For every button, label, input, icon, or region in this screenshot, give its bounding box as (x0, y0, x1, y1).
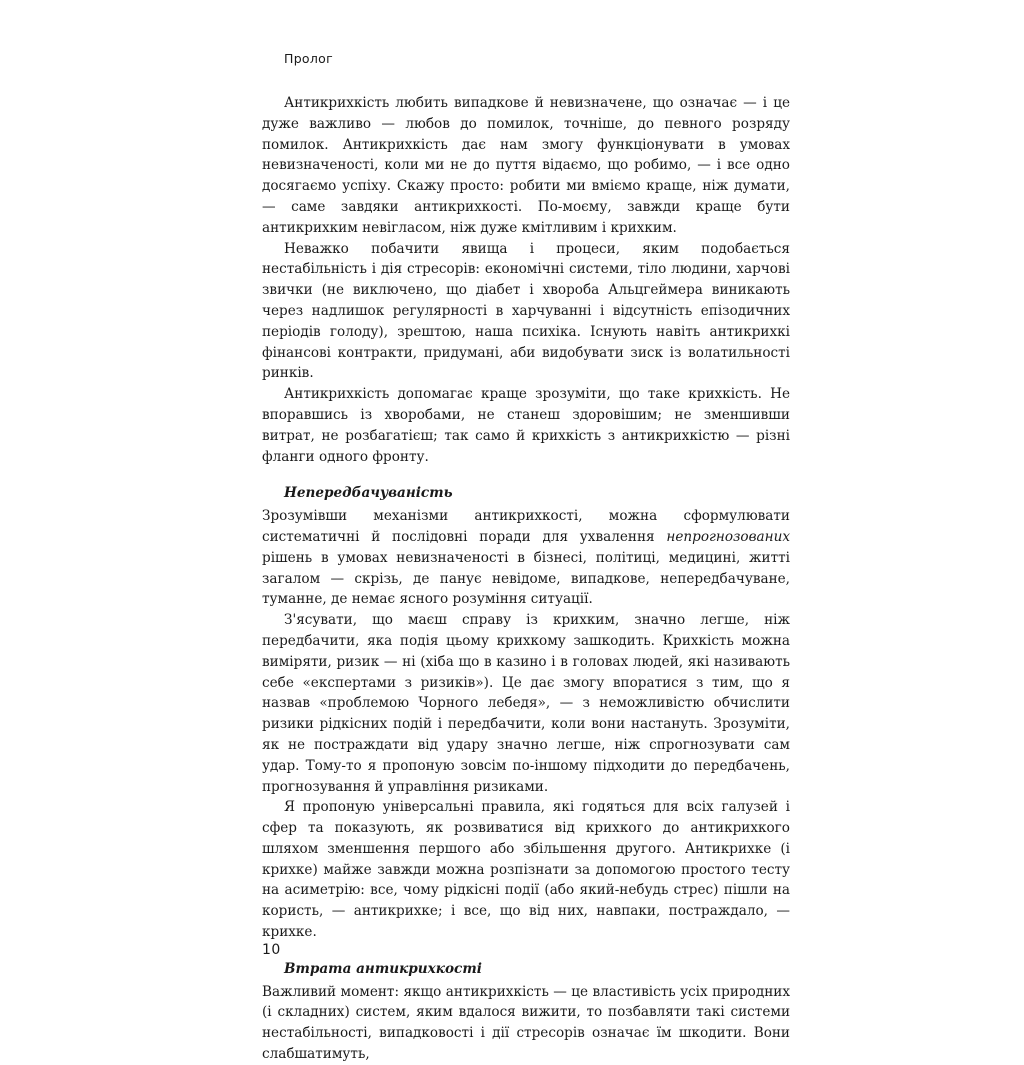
page-number: 10 (262, 942, 281, 958)
emphasis: непрогнозованих (666, 528, 790, 545)
body-text (262, 93, 790, 1065)
paragraph: Неважко побачити явища і процеси, яким подобається нестабільність і дія стресорів: економічні системи, тіло людини, харчові звички (не виключено, що діабет і хвороба Альцгеймера виникають через надлишок регулярності в харчуванні і відсутність епізодичних періодів голоду), зрештою, наша психіка. Існують навіть антикрихкі фінансові контракти, придумані, аби видобувати зиск із волатильності ринків. (262, 240, 790, 382)
paragraph: Важливий момент: якщо антикрихкість — це властивість усіх природних (і складних) систем, яким вдалося вижити, то позбавляти такі системи нестабільності, випадковості і дії стресорів означає їм шкодити. Вони слабшатимуть, (262, 983, 790, 1063)
paragraph: З'ясувати, що маєш справу із крихким, значно легше, ніж передбачити, яка подія цьому крихкому зашкодить. Крихкість можна виміряти, ризик — ні (хіба що в казино і в головах людей, які називають себе «експертами з ризиків»). Це дає змогу впоратися з тим, що я назвав «проблемою Чорного лебедя», — з неможливістю обчислити ризики рідкісних подій і передбачити, коли вони настануть. Зрозуміти, як не постраждати від удару значно легше, ніж спрогнозувати сам удар. Тому-то я пропоную зовсім по-іншому підходити до передбачень, прогнозування й управління ризиками. (262, 612, 790, 795)
paragraph-text: рішень в умовах невизначеності в бізнесі, політиці, медицині, житті загалом — скрізь, де панує невідоме, випадкове, непередбачуване, туманне, де немає ясного розуміння ситуації. (262, 549, 790, 608)
paragraph: Я пропоную універсальні правила, які годяться для всіх галузей і сфер та показують, як розвиватися від крихкого до антикрихкого шляхом зменшення першого або збільшення другого. Антикрихке (і крихке) майже завжди можна розпізнати за допомогою простого тесту на асиметрію: все, чому рідкісні події (або який-небудь стрес) пішли на користь, — антикрихке; і все, що від них, навпаки, постраждало, — крихке. (262, 799, 790, 941)
paragraph-text: Зрозумівши механізми антикрихкості, можна сформулювати систематичні й послідовні поради для ухвалення (262, 508, 790, 545)
running-head: Пролог (284, 51, 333, 66)
paragraph: Антикрихкість любить випадкове й невизначене, що означає — і це дуже важливо — любов до помилок, точніше, до певного розряду помилок. Антикрихкість дає нам змогу функціонувати в умовах невизначеності, коли ми не до пуття відаємо, що робимо, — і все одно досягаємо успіху. Скажу просто: робити ми вміємо краще, ніж думати, — саме завдяки антикрихкості. По-моєму, завжди краще бути антикрихким невігласом, ніж дуже кмітливим і крихким. (262, 95, 790, 236)
section-heading: Непередбачуваність (284, 485, 453, 502)
section-heading: Втрата антикрихкості (284, 960, 482, 977)
paragraph (262, 506, 790, 610)
paragraph: Антикрихкість допомагає краще зрозуміти, що таке крихкість. Не впоравшись із хворобами, не станеш здоровішим; не зменшивши витрат, не розбагатієш; так само й крихкість з антикрихкістю — різні фланги одного фронту. (262, 386, 790, 465)
